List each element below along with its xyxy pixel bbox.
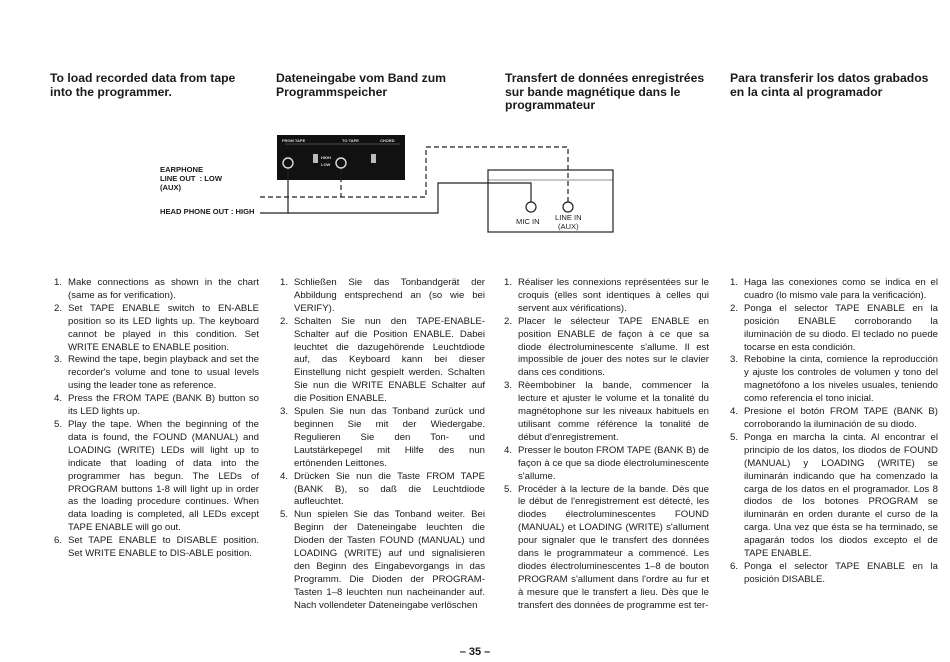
list-item: 4. Drücken Sie nun die Taste FROM TAPE (BANK B), so daß die Leuchtdiode aufleuchtet. [280,470,485,508]
list-item: 5. Nun spielen Sie das Tonband weiter. Bei Beginn der Dateneingabe leuchten die Dioden der Tasten FOUND (MANUAL) und LOADING (WRITE) auf und signalisieren den Beginn des Eingabevorgangs in das Programm. Die Dioden der PROGRAM-Tasten 1–8 leuchten nun nacheinander auf. Nach vollendeter Dateneingabe verlöschen [280,509,485,611]
list-item: 4. Presser le bouton FROM TAPE (BANK B) de façon à ce que sa diode électroluminescente s'allume. [504,444,709,482]
panel-label-high: HIGH [321,155,331,160]
list-item: 1. Haga las conexiones como se indica en el cuadro (lo mismo vale para la verificación). [730,277,938,301]
connection-diagram [150,135,620,245]
heading-en: To load recorded data from tape into the programmer. [50,71,236,99]
list-item: 1. Réaliser les connexions représentées sur le croquis (elles sont identiques à celles qui servent aux vérifications). [504,277,709,314]
panel-label-chord: CHORD [380,138,395,143]
column-fr-header [505,72,705,113]
list-item: 6. Set TAPE ENABLE to DISABLE position. Set WRITE ENABLE to DIS-ABLE position. [54,535,259,560]
steps-fr [504,277,709,613]
list-item: 4. Presione el botón FROM TAPE (BANK B) corroborando la iluminación de su diodo. [730,406,938,430]
list-item: 5. Ponga en marcha la cinta. Al encontrar el principio de los datos, los diodos de FOUND (MANUAL) y LOADING (WRITE) se iluminarán indicando que ha comenzado la carga de los datos en el programador. Los 8 diodos de los botones PROGRAM se iluminarán en orden durante el curso de la carga. Una vez que ésta se ha terminado, se apagarán todos los diodos excepto el de TAPE ENABLE. [730,431,938,560]
headphone-out-label: HEAD PHONE OUT : HIGH [160,207,255,216]
column-de-header [276,72,476,99]
mic-in-jack-icon [526,202,536,212]
panel-label-low: LOW [321,162,331,167]
list-item: 1. Schließen Sie das Tonbandgerät der Abbildung entsprechend an (so wie bei VERIFY). [280,277,485,314]
list-item: 3. Rèembobiner la bande, commencer la lecture et ajuster le volume et la tonalité du magnétophone sur les niveaux habituels en utilisant comme référence la tonalité de début d'enregistrement. [504,380,709,443]
panel-label-to-tape: TO TAPE [342,138,359,143]
line-in-label: LINE IN (AUX) [555,213,582,231]
list-item: 1. Make connections as shown in the chart (same as for verification). [54,277,259,301]
column-en-header [50,72,250,99]
list-item: 4. Press the FROM TAPE (BANK B) button so its LED lights up. [54,393,259,418]
switch-from-tape-icon [313,154,318,163]
line-in-jack-icon [563,202,573,212]
heading-es: Para transferir los datos grabados en la cinta al programador [730,71,929,99]
list-item: 2. Set TAPE ENABLE switch to EN-ABLE position so its LED lights up. The keyboard cannot be played in this condition. Set WRITE ENABLE to ENABLE position. [54,302,259,353]
list-item: 2. Ponga el selector TAPE ENABLE en la posición ENABLE corroborando la iluminación de su diodo. El teclado no puede tocarse en esta condición. [730,302,938,353]
column-es-header [730,72,940,99]
earphone-line-out-label: EARPHONE LINE OUT : LOW (AUX) [160,165,223,192]
switch-to-tape-icon [371,154,376,163]
tape-recorder [488,170,613,232]
list-item: 3. Rebobine la cinta, comience la reproducción y ajuste los controles de volumen y tono del magnetófono a los niveles usuales, teniendo como referencia el tono inicial. [730,354,938,405]
mic-in-label: MIC IN [516,217,540,226]
heading-de: Dateneingabe vom Band zum Programmspeicher [276,71,446,99]
steps-en [54,277,259,561]
heading-fr: Transfert de données enregistrées sur bande magnétique dans le programmateur [505,71,705,112]
list-item: 3. Rewind the tape, begin playback and set the recorder's volume and tone to usual levels using the leader tone as reference. [54,354,259,392]
page-number: – 35 – [459,646,491,658]
cable-headphone-to-mic [288,183,531,213]
list-item: 3. Spulen Sie nun das Tonband zurück und beginnen Sie mit der Wiedergabe. Regulieren Sie den Ton- und Lautstärkepegel mit Hilfe des nun ertönenden Leittones. [280,406,485,469]
steps-de [280,277,485,613]
steps-es [730,277,938,587]
list-item: 5. Play the tape. When the beginning of the data is found, the FOUND (MANUAL) and LOADING (WRITE) LEDs will light up to indicate that loading of data into the programmer has begun. The LEDs of PROGRAM buttons 1-8 will light up in order as the loading procedure continues. When data loading is completed, all LEDs except TAPE ENABLE will go out. [54,418,259,534]
panel-label-from-tape: FROM TAPE [282,138,306,143]
list-item: 2. Schalten Sie nun den TAPE-ENABLE-Schalter auf die Position ENABLE. Dabei leuchtet die dazugehörende Leuchtdiode auf, das Keyboard kann bei dieser Einstellung nicht gespielt werden. Schalten Sie nun die WRITE ENABLE Schalter auf die Position ENABLE. [280,315,485,405]
list-item: 5. Procéder à la lecture de la bande. Dès que le début de l'enregistrement est détecté, les diodes électroluminescentes FOUND (MANUAL) et LOADING (WRITE) s'allument pour signaler que le transfert des données dans le programmateur a commencé. Les diodes électroluminescentes 1–8 de bouton PROGRAM s'allument dans l'ordre au fur et à mesure que le transfert a lieu. Dès que le transfert des données de programme est ter- [504,483,709,611]
list-item: 6. Ponga el selector TAPE ENABLE en la posición DISABLE. [730,560,938,585]
list-item: 2. Placer le sélecteur TAPE ENABLE en position ENABLE de façon à ce que sa diode électroluminescente s'allume. Il est impossible de jouer des notes sur le clavier dans ces conditions. [504,315,709,379]
